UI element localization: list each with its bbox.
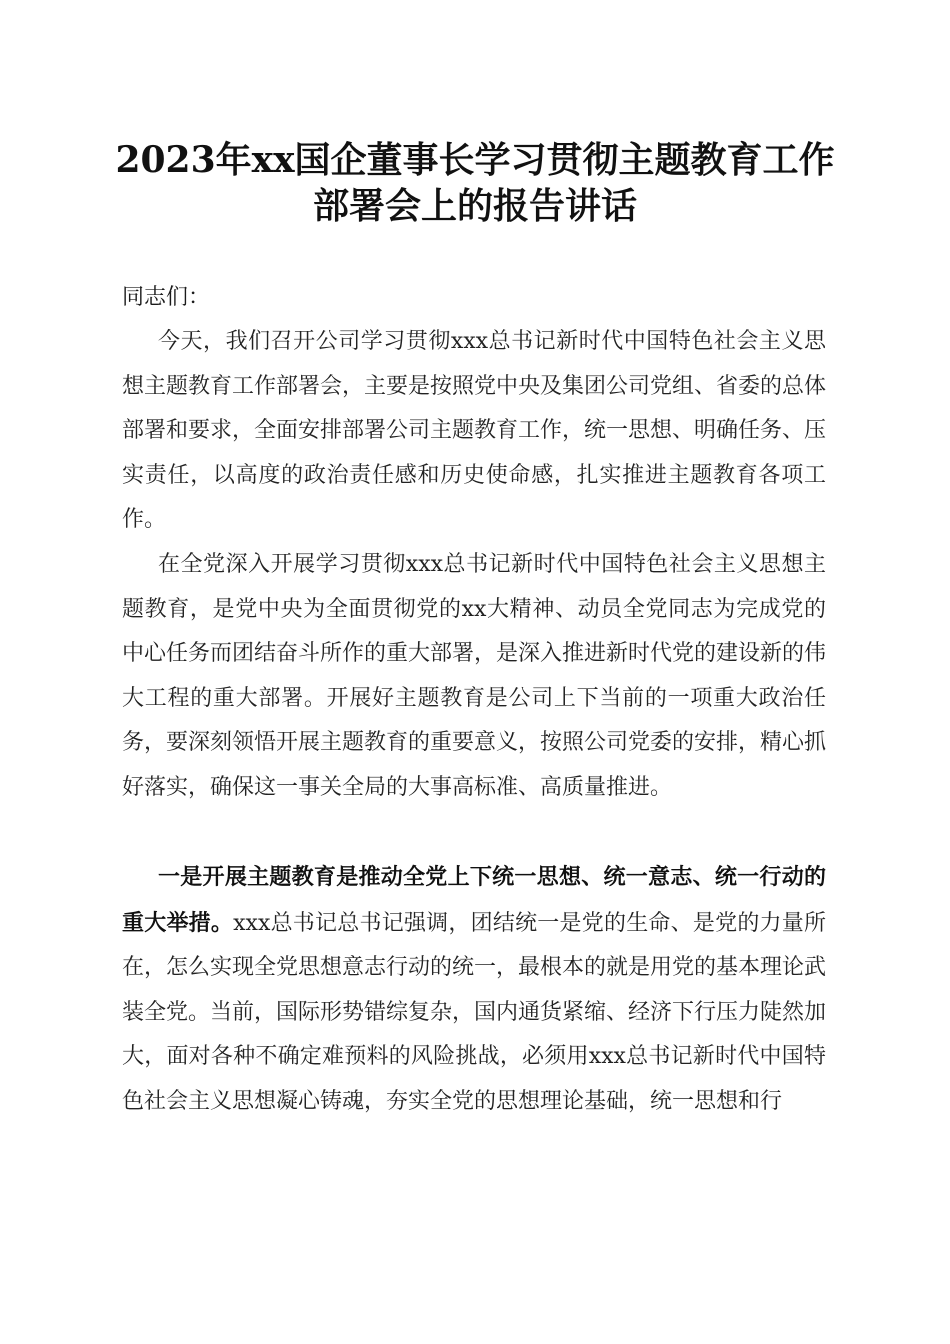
- paragraph-2: 在全党深入开展学习贯彻xxx总书记新时代中国特色社会主义思想主题教育，是党中央为全面贯彻党的xx大精神、动员全党同志为完成党的中心任务而团结奋斗所作的重大部署，是深入推进新时代党的建设新的伟大工程的重大部署。开展好主题教育是公司上下当前的一项重大政治任务，要深刻领悟开展主题教育的重要意义，按照公司党委的安排，精心抓好落实，确保这一事关全局的大事高标准、高质量推进。: [122, 552, 827, 800]
- document-title-line-1: 2023年xx国企董事长学习贯彻主题教育工作: [115, 139, 835, 181]
- salutation: 同志们：: [122, 285, 211, 310]
- paragraph-1: 今天，我们召开公司学习贯彻xxx总书记新时代中国特色社会主义思想主题教育工作部署会，主要是按照党中央及集团公司党组、省委的总体部署和要求，全面安排部署公司主题教育工作，统一思想、明确任务、压实责任，以高度的政治责任感和历史使命感，扎实推进主题教育各项工作。: [122, 329, 827, 533]
- paragraph-3-body: xxx总书记总书记强调，团结统一是党的生命、是党的力量所在，怎么实现全党思想意志行动的统一，最根本的就是用党的基本理论武装全党。当前，国际形势错综复杂，国内通货紧缩、经济下行压力陡然加大，面对各种不确定难预料的风险挑战，必须用xxx总书记新时代中国特色社会主义思想凝心铸魂，夯实全党的思想理论基础，统一思想和行: [122, 910, 827, 1114]
- paragraph-3-heading: 一是开展主题教育是推动全党上下统一思想、统一意志、统一行动的重大举措。: [122, 864, 826, 936]
- document-title-line-2: 部署会上的报告讲话: [312, 185, 637, 227]
- paragraph-3: [122, 855, 826, 1125]
